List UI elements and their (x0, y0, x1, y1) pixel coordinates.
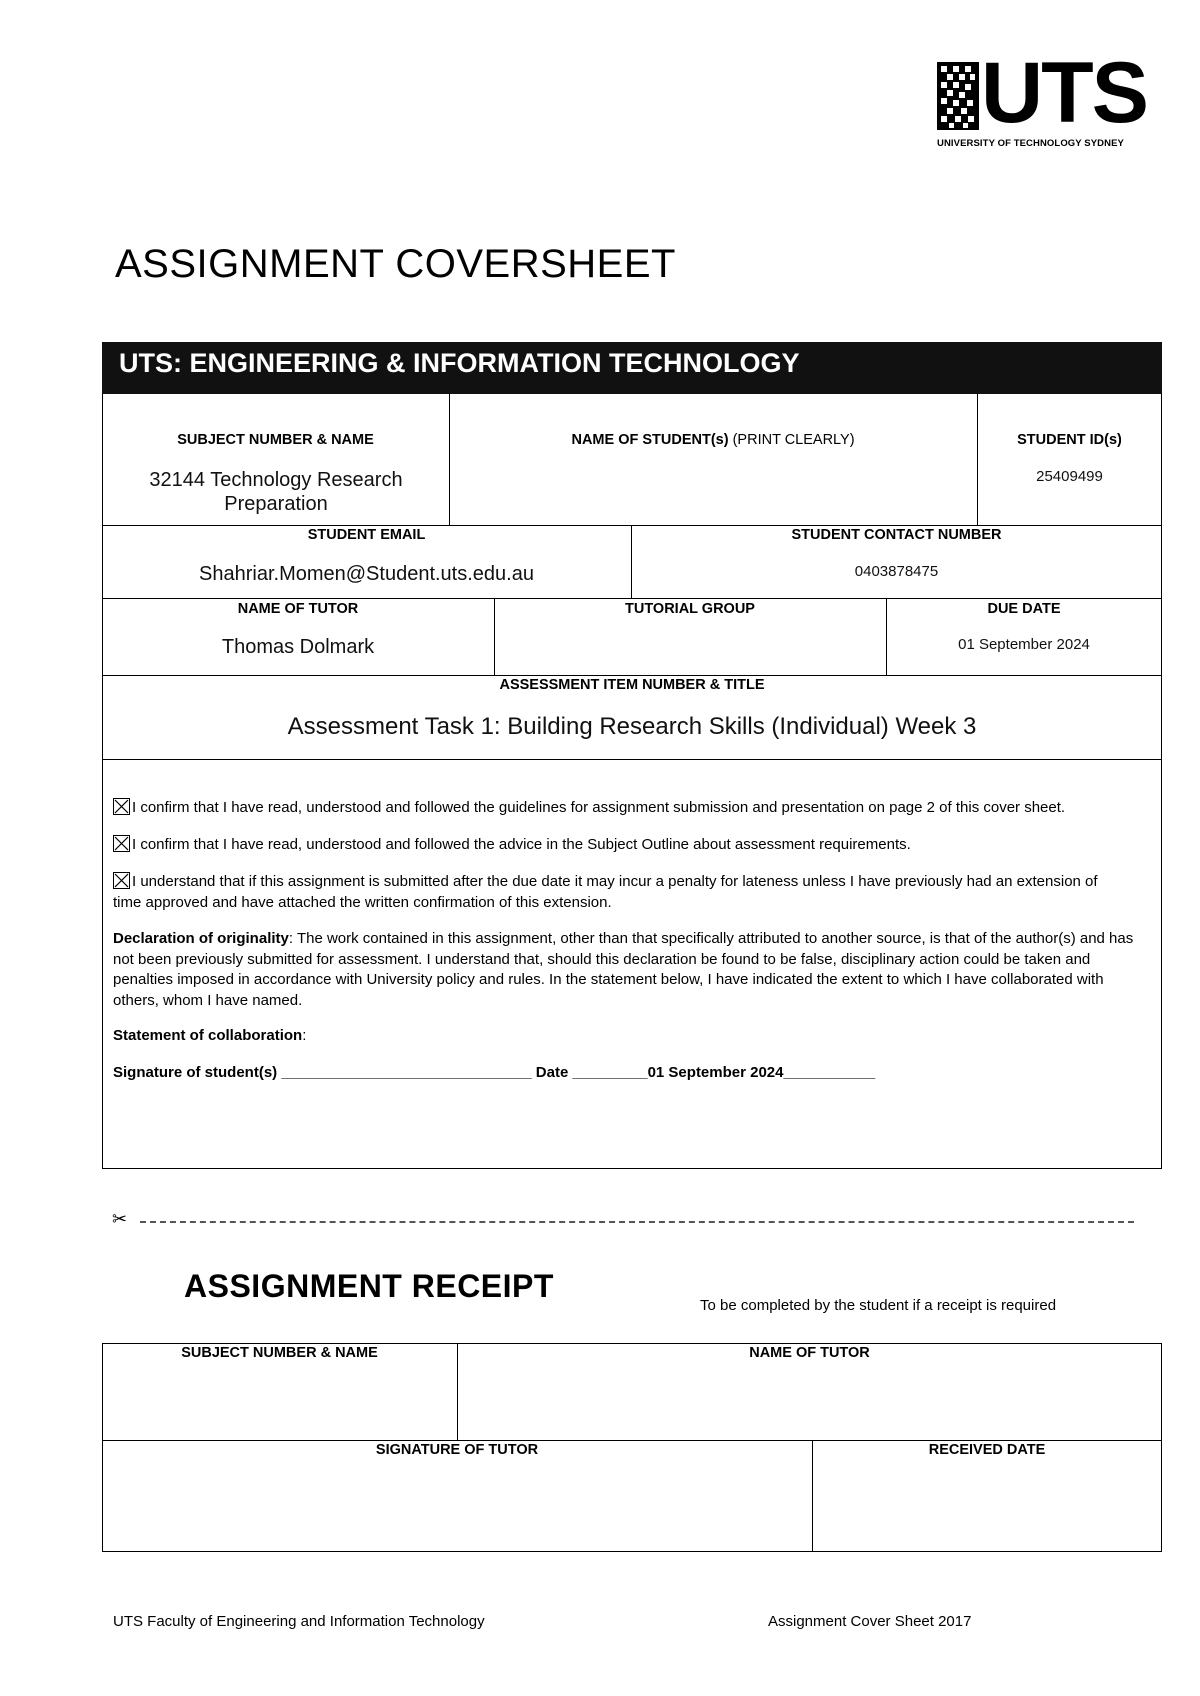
receipt-subject-label: SUBJECT NUMBER & NAME (181, 1345, 378, 1361)
confirm-late-penalty-text: I understand that if this assignment is submitted after the due date it may incur a penalty for lateness unless I have previously had an extension of time approved and have attached the written confirmation of this extension. (113, 873, 1098, 911)
tutorial-group-label: TUTORIAL GROUP (625, 601, 755, 617)
assessment-label: ASSESSMENT ITEM NUMBER & TITLE (499, 677, 765, 693)
checkbox-late-penalty[interactable] (113, 872, 130, 889)
collaboration-label: Statement of collaboration (113, 1027, 303, 1044)
confirm-outline (113, 835, 1153, 856)
row-divider (102, 675, 1162, 676)
confirm-late-penalty (113, 872, 1113, 913)
receipt-signature-label: SIGNATURE OF TUTOR (375, 1442, 539, 1458)
scissors-icon: ✂ (112, 1209, 128, 1229)
originality-label: Declaration of originality (113, 930, 289, 947)
row-divider (102, 525, 1162, 526)
receipt-note: To be completed by the student if a receipt is required (700, 1297, 1057, 1314)
checkbox-outline[interactable] (113, 835, 130, 852)
date-line-post: ___________ (783, 1064, 876, 1081)
statement-collaboration (113, 1026, 1153, 1047)
receipt-received-label: RECEIVED DATE (928, 1442, 1046, 1458)
signature-row (113, 1063, 1153, 1084)
student-contact-label: STUDENT CONTACT NUMBER (791, 527, 1002, 543)
page-title: ASSIGNMENT COVERSHEET (115, 242, 676, 286)
row-divider (102, 598, 1162, 599)
student-email-value[interactable]: Shahriar.Momen@Student.uts.edu.au (199, 563, 534, 585)
receipt-title: ASSIGNMENT RECEIPT (184, 1268, 554, 1304)
column-divider (977, 394, 978, 525)
confirm-guidelines (113, 798, 1153, 819)
student-contact-value[interactable]: 0403878475 (854, 563, 939, 580)
checkbox-guidelines[interactable] (113, 798, 130, 815)
date-label: Date (535, 1064, 569, 1081)
confirm-guidelines-text: I confirm that I have read, understood and followed the guidelines for assignment submission and presentation on page 2 of this cover sheet. (132, 799, 1066, 816)
tutor-value[interactable]: Thomas Dolmark (221, 636, 375, 658)
uts-logo-subtitle: UNIVERSITY OF TECHNOLOGY SYDNEY (937, 138, 1124, 149)
originality-text: : The work contained in this assignment, other than that specifically attributed to another source, is that of the author(s) and has not been previously submitted for assessment. I understand that, should this declaration be found to be false, disciplinary action could be taken and penalties imposed in accordance with University policy and rules. In the statement below, I have indicated the extent to which I have collaborated with others, whom I have named. (113, 930, 1134, 1009)
receipt-tutor-label: NAME OF TUTOR (749, 1345, 870, 1361)
student-id-label: STUDENT ID(s) (1017, 432, 1122, 448)
footer-doc-title: Assignment Cover Sheet 2017 (768, 1613, 972, 1630)
subject-value[interactable]: 32144 Technology Research Preparation (149, 469, 403, 515)
column-divider (449, 394, 450, 525)
student-name-label-text: NAME OF STUDENT(s) (571, 432, 729, 448)
signature-label: Signature of student(s) (113, 1064, 278, 1081)
subject-label: SUBJECT NUMBER & NAME (177, 432, 374, 448)
uts-crest-icon (937, 62, 979, 130)
uts-wordmark: UTS (981, 45, 1147, 141)
footer-faculty: UTS Faculty of Engineering and Information Technology (113, 1613, 485, 1630)
date-line-pre: _________ (572, 1064, 648, 1081)
tutor-label: NAME OF TUTOR (237, 601, 359, 617)
student-email-label: STUDENT EMAIL (307, 527, 426, 543)
cut-line (140, 1221, 1134, 1223)
signature-date-value[interactable]: 01 September 2024 (647, 1064, 784, 1081)
confirm-outline-text: I confirm that I have read, understood and followed the advice in the Subject Outline about assessment requirements. (132, 836, 911, 853)
uts-logo (937, 45, 1147, 152)
faculty-banner: UTS: ENGINEERING & INFORMATION TECHNOLOGY (102, 342, 1162, 394)
row-divider (102, 759, 1162, 760)
student-name-label (449, 432, 977, 448)
declaration-originality (113, 929, 1148, 1011)
receipt-row-divider (102, 1440, 1162, 1441)
student-id-value[interactable]: 25409499 (1036, 468, 1103, 485)
collaboration-suffix: : (302, 1027, 307, 1044)
student-name-hint: (PRINT CLEARLY) (732, 432, 855, 448)
assessment-value[interactable]: Assessment Task 1: Building Research Skills (Individual) Week 3 (287, 713, 977, 740)
signature-line[interactable]: ______________________________ (281, 1064, 532, 1081)
due-date-value[interactable]: 01 September 2024 (958, 636, 1090, 653)
due-date-label: DUE DATE (987, 601, 1061, 617)
